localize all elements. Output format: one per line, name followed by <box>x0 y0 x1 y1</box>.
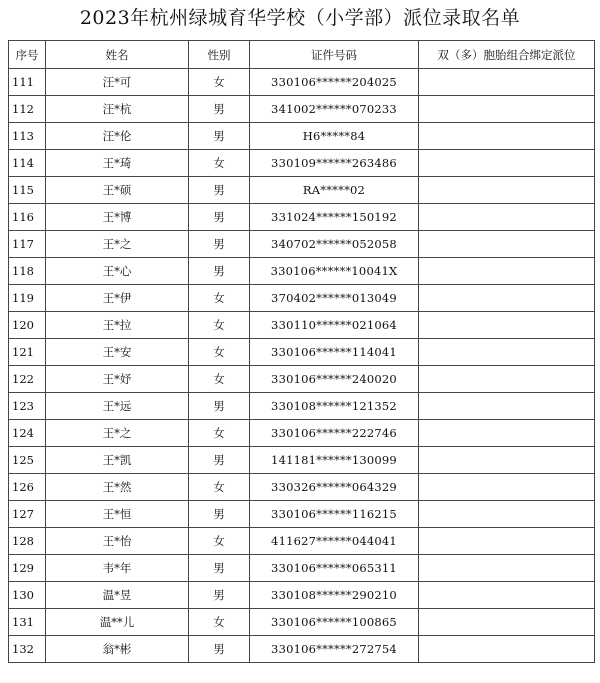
cell-gender: 女 <box>189 339 250 366</box>
cell-no: 121 <box>9 339 46 366</box>
cell-twins <box>419 96 595 123</box>
cell-name: 王*恒 <box>46 501 189 528</box>
cell-twins <box>419 366 595 393</box>
cell-twins <box>419 501 595 528</box>
table-row <box>9 366 595 393</box>
table-row <box>9 609 595 636</box>
table-row <box>9 339 595 366</box>
table-row <box>9 123 595 150</box>
cell-no: 112 <box>9 96 46 123</box>
cell-name: 汪*伦 <box>46 123 189 150</box>
cell-id: H6*****84 <box>250 123 419 150</box>
cell-twins <box>419 582 595 609</box>
table-row <box>9 177 595 204</box>
cell-twins <box>419 69 595 96</box>
cell-gender: 女 <box>189 609 250 636</box>
table-row <box>9 285 595 312</box>
cell-gender: 男 <box>189 393 250 420</box>
cell-gender: 女 <box>189 420 250 447</box>
cell-id: 330106******204025 <box>250 69 419 96</box>
cell-twins <box>419 447 595 474</box>
cell-gender: 男 <box>189 231 250 258</box>
cell-twins <box>419 609 595 636</box>
cell-twins <box>419 339 595 366</box>
cell-gender: 女 <box>189 69 250 96</box>
cell-no: 119 <box>9 285 46 312</box>
cell-id: 330110******021064 <box>250 312 419 339</box>
cell-id: 330108******290210 <box>250 582 419 609</box>
cell-twins <box>419 285 595 312</box>
cell-gender: 男 <box>189 123 250 150</box>
cell-no: 111 <box>9 69 46 96</box>
page-title: 2023年杭州绿城育华学校（小学部）派位录取名单 <box>79 7 521 29</box>
header-gender: 性别 <box>189 41 250 69</box>
table-row <box>9 420 595 447</box>
cell-id: 331024******150192 <box>250 204 419 231</box>
cell-gender: 男 <box>189 258 250 285</box>
cell-id: 341002******070233 <box>250 96 419 123</box>
table-row <box>9 582 595 609</box>
cell-gender: 女 <box>189 366 250 393</box>
cell-gender: 男 <box>189 177 250 204</box>
cell-name: 翁*彬 <box>46 636 189 663</box>
header-no: 序号 <box>9 41 46 69</box>
table-body <box>9 69 595 663</box>
cell-name: 韦*年 <box>46 555 189 582</box>
header-twins: 双（多）胞胎组合绑定派位 <box>419 41 595 69</box>
cell-id: 330106******100865 <box>250 609 419 636</box>
cell-id: 330109******263486 <box>250 150 419 177</box>
cell-no: 115 <box>9 177 46 204</box>
cell-no: 124 <box>9 420 46 447</box>
cell-gender: 女 <box>189 528 250 555</box>
table-row <box>9 96 595 123</box>
cell-id: 330106******240020 <box>250 366 419 393</box>
cell-id: 330326******064329 <box>250 474 419 501</box>
cell-twins <box>419 420 595 447</box>
cell-no: 113 <box>9 123 46 150</box>
cell-twins <box>419 231 595 258</box>
table-row <box>9 231 595 258</box>
cell-gender: 男 <box>189 636 250 663</box>
header-name: 姓名 <box>46 41 189 69</box>
cell-twins <box>419 393 595 420</box>
cell-id: 330106******116215 <box>250 501 419 528</box>
cell-name: 汪*可 <box>46 69 189 96</box>
cell-twins <box>419 636 595 663</box>
cell-name: 王*安 <box>46 339 189 366</box>
cell-id: 370402******013049 <box>250 285 419 312</box>
cell-no: 118 <box>9 258 46 285</box>
table-row <box>9 636 595 663</box>
table-row <box>9 528 595 555</box>
cell-no: 129 <box>9 555 46 582</box>
cell-no: 116 <box>9 204 46 231</box>
cell-no: 127 <box>9 501 46 528</box>
cell-twins <box>419 150 595 177</box>
cell-gender: 男 <box>189 582 250 609</box>
cell-id: RA*****02 <box>250 177 419 204</box>
cell-twins <box>419 204 595 231</box>
cell-name: 温*昱 <box>46 582 189 609</box>
cell-no: 123 <box>9 393 46 420</box>
cell-no: 126 <box>9 474 46 501</box>
table-row <box>9 69 595 96</box>
table-row <box>9 258 595 285</box>
cell-name: 王*妤 <box>46 366 189 393</box>
cell-name: 汪*杭 <box>46 96 189 123</box>
cell-id: 330106******065311 <box>250 555 419 582</box>
cell-gender: 男 <box>189 555 250 582</box>
cell-gender: 男 <box>189 501 250 528</box>
table-row <box>9 312 595 339</box>
cell-id: 330108******121352 <box>250 393 419 420</box>
cell-name: 温**儿 <box>46 609 189 636</box>
cell-gender: 女 <box>189 312 250 339</box>
cell-no: 114 <box>9 150 46 177</box>
cell-name: 王*凯 <box>46 447 189 474</box>
cell-no: 120 <box>9 312 46 339</box>
table-row <box>9 150 595 177</box>
cell-twins <box>419 555 595 582</box>
cell-id: 330106******114041 <box>250 339 419 366</box>
cell-no: 131 <box>9 609 46 636</box>
header-id: 证件号码 <box>250 41 419 69</box>
cell-name: 王*之 <box>46 420 189 447</box>
cell-gender: 男 <box>189 96 250 123</box>
cell-twins <box>419 258 595 285</box>
cell-name: 王*心 <box>46 258 189 285</box>
cell-gender: 女 <box>189 285 250 312</box>
cell-twins <box>419 528 595 555</box>
cell-id: 411627******044041 <box>250 528 419 555</box>
cell-gender: 女 <box>189 150 250 177</box>
cell-no: 122 <box>9 366 46 393</box>
cell-name: 王*怡 <box>46 528 189 555</box>
cell-gender: 男 <box>189 447 250 474</box>
cell-twins <box>419 177 595 204</box>
table-header-row <box>9 41 595 69</box>
cell-no: 125 <box>9 447 46 474</box>
cell-twins <box>419 474 595 501</box>
cell-name: 王*然 <box>46 474 189 501</box>
cell-twins <box>419 123 595 150</box>
table-row <box>9 204 595 231</box>
cell-no: 130 <box>9 582 46 609</box>
cell-name: 王*伊 <box>46 285 189 312</box>
admission-table <box>8 40 595 663</box>
table-row <box>9 555 595 582</box>
cell-gender: 女 <box>189 474 250 501</box>
cell-id: 330106******272754 <box>250 636 419 663</box>
cell-name: 王*拉 <box>46 312 189 339</box>
cell-id: 330106******10041X <box>250 258 419 285</box>
cell-name: 王*琦 <box>46 150 189 177</box>
table-row <box>9 447 595 474</box>
cell-no: 117 <box>9 231 46 258</box>
cell-id: 141181******130099 <box>250 447 419 474</box>
cell-name: 王*硕 <box>46 177 189 204</box>
cell-name: 王*远 <box>46 393 189 420</box>
cell-no: 132 <box>9 636 46 663</box>
table-row <box>9 501 595 528</box>
cell-name: 王*之 <box>46 231 189 258</box>
cell-id: 330106******222746 <box>250 420 419 447</box>
cell-gender: 男 <box>189 204 250 231</box>
table-row <box>9 474 595 501</box>
cell-twins <box>419 312 595 339</box>
cell-id: 340702******052058 <box>250 231 419 258</box>
table-row <box>9 393 595 420</box>
cell-name: 王*博 <box>46 204 189 231</box>
cell-no: 128 <box>9 528 46 555</box>
